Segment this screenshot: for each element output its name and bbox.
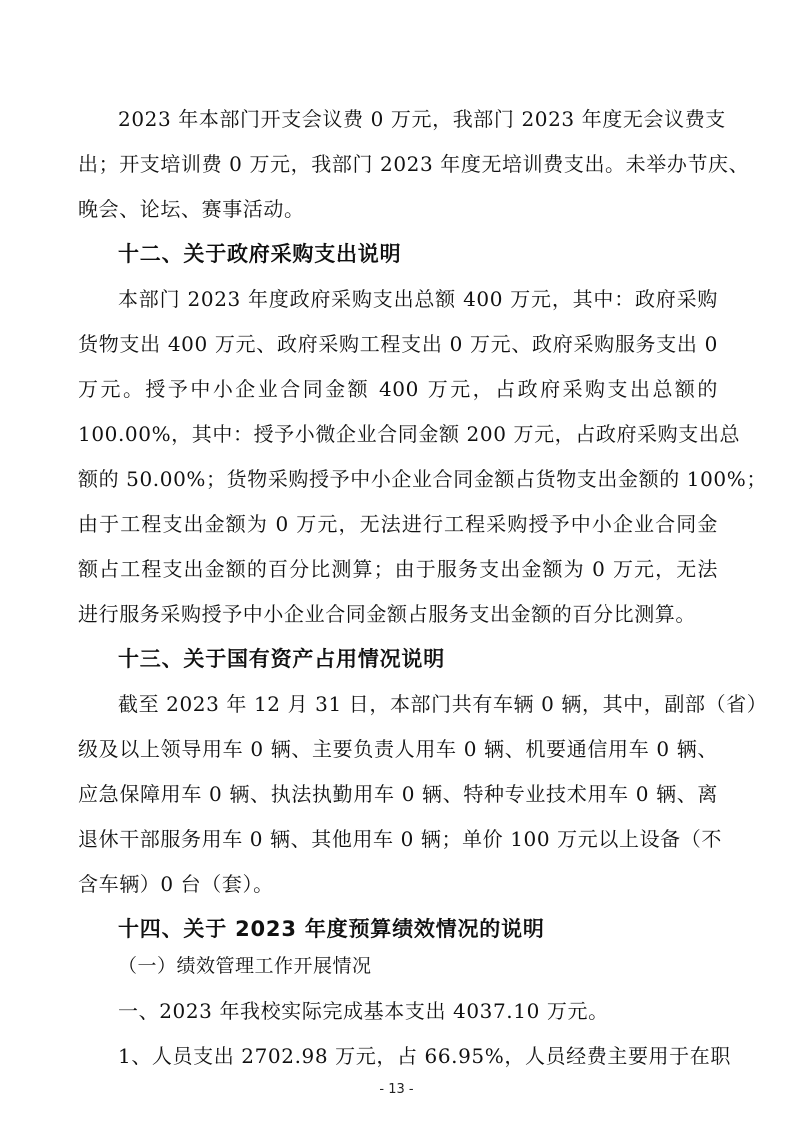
paragraph-line: 含车辆）0 台（套）。 — [78, 872, 274, 896]
paragraph-line: 2023 年本部门开支会议费 0 万元，我部门 2023 年度无会议费支 — [118, 107, 726, 131]
paragraph-line: 晚会、论坛、赛事活动。 — [78, 197, 305, 221]
paragraph-line: 额的 50.00%；货物采购授予中小企业合同金额占货物支出金额的 100%； — [78, 467, 767, 491]
paragraph-line: 应急保障用车 0 辆、执法执勤用车 0 辆、特种专业技术用车 0 辆、离 — [78, 782, 718, 806]
page-number: - 13 - — [379, 1082, 414, 1097]
section-heading: 十四、关于 2023 年度预算绩效情况的说明 — [118, 917, 545, 941]
paragraph-line: 级及以上领导用车 0 辆、主要负责人用车 0 辆、机要通信用车 0 辆、 — [78, 737, 718, 761]
paragraph-line: 本部门 2023 年度政府采购支出总额 400 万元，其中：政府采购 — [118, 287, 718, 311]
paragraph-line: 万元。授予中小企业合同金额 400 万元，占政府采购支出总额的 — [78, 377, 718, 401]
paragraph-line: 截至 2023 年 12 月 31 日，本部门共有车辆 0 辆，其中，副部（省） — [118, 692, 768, 716]
paragraph-line: 货物支出 400 万元、政府采购工程支出 0 万元、政府采购服务支出 0 — [78, 332, 718, 356]
section-heading: 十二、关于政府采购支出说明 — [118, 242, 402, 266]
paragraph-line: 100.00%，其中：授予小微企业合同金额 200 万元，占政府采购支出总 — [78, 422, 741, 446]
paragraph-line: 退休干部服务用车 0 辆、其他用车 0 辆；单价 100 万元以上设备（不 — [78, 827, 722, 851]
section-heading: 十三、关于国有资产占用情况说明 — [118, 647, 445, 671]
paragraph-line: 一、2023 年我校实际完成基本支出 4037.10 万元。 — [118, 999, 609, 1023]
paragraph-line: 出；开支培训费 0 万元，我部门 2023 年度无培训费支出。未举办节庆、 — [78, 152, 750, 176]
paragraph-line: 由于工程支出金额为 0 万元，无法进行工程采购授予中小企业合同金 — [78, 512, 718, 536]
paragraph-line: 额占工程支出金额的百分比测算；由于服务支出金额为 0 万元，无法 — [78, 557, 718, 581]
sub-heading: （一）绩效管理工作开展情况 — [118, 955, 372, 977]
paragraph-line: 进行服务采购授予中小企业合同金额占服务支出金额的百分比测算。 — [78, 602, 696, 626]
paragraph-line: 1、人员支出 2702.98 万元，占 66.95%，人员经费主要用于在职 — [118, 1044, 731, 1068]
